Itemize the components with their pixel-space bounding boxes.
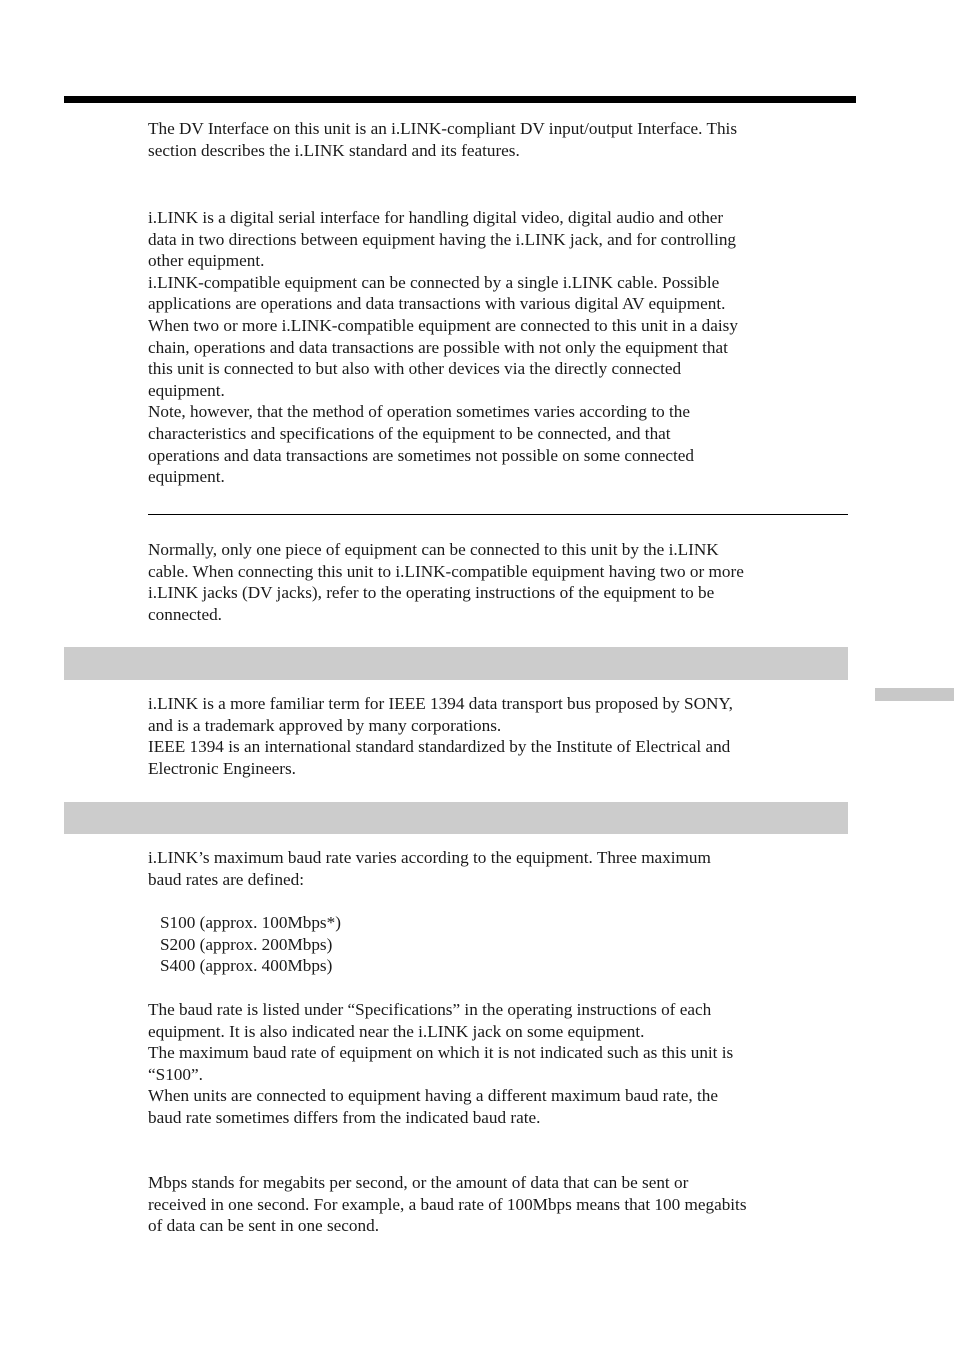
text-line: IEEE 1394 is an international standard standardized by the Institute of Electrical and bbox=[148, 737, 731, 757]
text-line: Normally, only one piece of equipment can be connected to this unit by the i.LINK bbox=[148, 540, 719, 559]
list-item: S100 (approx. 100Mbps*) bbox=[160, 913, 341, 932]
text-line: i.LINK is a more familiar term for IEEE 1394 data transport bus proposed by SONY, bbox=[148, 694, 733, 713]
mbps-definition bbox=[148, 1172, 848, 1237]
text-line: equipment. bbox=[148, 467, 225, 487]
text-line: baud rates are defined: bbox=[148, 869, 305, 889]
section-header-band-baud-rate bbox=[64, 802, 848, 834]
baud-rate-notes bbox=[148, 999, 848, 1129]
list-item: S400 (approx. 400Mbps) bbox=[160, 956, 333, 976]
text-line: equipment. It is also indicated near the i.LINK jack on some equipment. bbox=[148, 1021, 645, 1041]
note-paragraph bbox=[148, 539, 848, 625]
text-line: cable. When connecting this unit to i.LINK-compatible equipment having two or more bbox=[148, 561, 744, 581]
text-line: When units are connected to equipment having a different maximum baud rate, the bbox=[148, 1086, 719, 1106]
text-line: section describes the i.LINK standard and its features. bbox=[148, 140, 520, 160]
about-ilink-paragraph bbox=[148, 693, 848, 779]
text-line: i.LINK jacks (DV jacks), refer to the operating instructions of the equipment to be bbox=[148, 583, 715, 603]
text-line: Mbps stands for megabits per second, or the amount of data that can be sent or bbox=[148, 1173, 689, 1192]
text-line: The DV Interface on this unit is an i.LINK-compliant DV input/output Interface. This bbox=[148, 119, 738, 138]
text-line: connected. bbox=[148, 604, 222, 624]
text-line: characteristics and specifications of the equipment to be connected, and that bbox=[148, 423, 671, 443]
text-line: equipment. bbox=[148, 380, 225, 400]
text-line: Electronic Engineers. bbox=[148, 758, 296, 778]
baud-rate-list bbox=[160, 912, 341, 977]
top-rule bbox=[64, 96, 856, 103]
baud-rate-intro bbox=[148, 847, 848, 890]
text-line: and is a trademark approved by many corporations. bbox=[148, 715, 502, 735]
text-line: i.LINK is a digital serial interface for handling digital video, digital audio and other bbox=[148, 208, 724, 227]
what-is-ilink-paragraph bbox=[148, 207, 848, 488]
section-header-band-about bbox=[64, 647, 848, 680]
list-item: S200 (approx. 200Mbps) bbox=[160, 934, 333, 954]
text-line: operations and data transactions are sometimes not possible on some connected bbox=[148, 445, 695, 465]
text-line: received in one second. For example, a baud rate of 100Mbps means that 100 megabits bbox=[148, 1194, 747, 1214]
text-line: other equipment. bbox=[148, 251, 265, 271]
text-line: this unit is connected to but also with other devices via the directly connected bbox=[148, 359, 682, 379]
note-divider bbox=[148, 514, 848, 515]
text-line: chain, operations and data transactions are possible with not only the equipment that bbox=[148, 337, 728, 357]
side-tab-marker bbox=[875, 688, 954, 701]
text-line: of data can be sent in one second. bbox=[148, 1216, 379, 1236]
text-line: i.LINK-compatible equipment can be connected by a single i.LINK cable. Possible bbox=[148, 272, 720, 292]
text-line: baud rate sometimes differs from the indicated baud rate. bbox=[148, 1107, 541, 1127]
text-line: “S100”. bbox=[148, 1064, 203, 1084]
text-line: i.LINK’s maximum baud rate varies according to the equipment. Three maximum bbox=[148, 848, 711, 867]
intro-paragraph bbox=[148, 118, 848, 161]
text-line: Note, however, that the method of operation sometimes varies according to the bbox=[148, 402, 690, 422]
text-line: data in two directions between equipment having the i.LINK jack, and for controlling bbox=[148, 229, 737, 249]
text-line: When two or more i.LINK-compatible equipment are connected to this unit in a daisy bbox=[148, 315, 738, 335]
text-line: applications are operations and data transactions with various digital AV equipment. bbox=[148, 294, 726, 314]
text-line: The baud rate is listed under “Specifications” in the operating instructions of each bbox=[148, 1000, 712, 1019]
text-line: The maximum baud rate of equipment on which it is not indicated such as this unit is bbox=[148, 1043, 734, 1063]
